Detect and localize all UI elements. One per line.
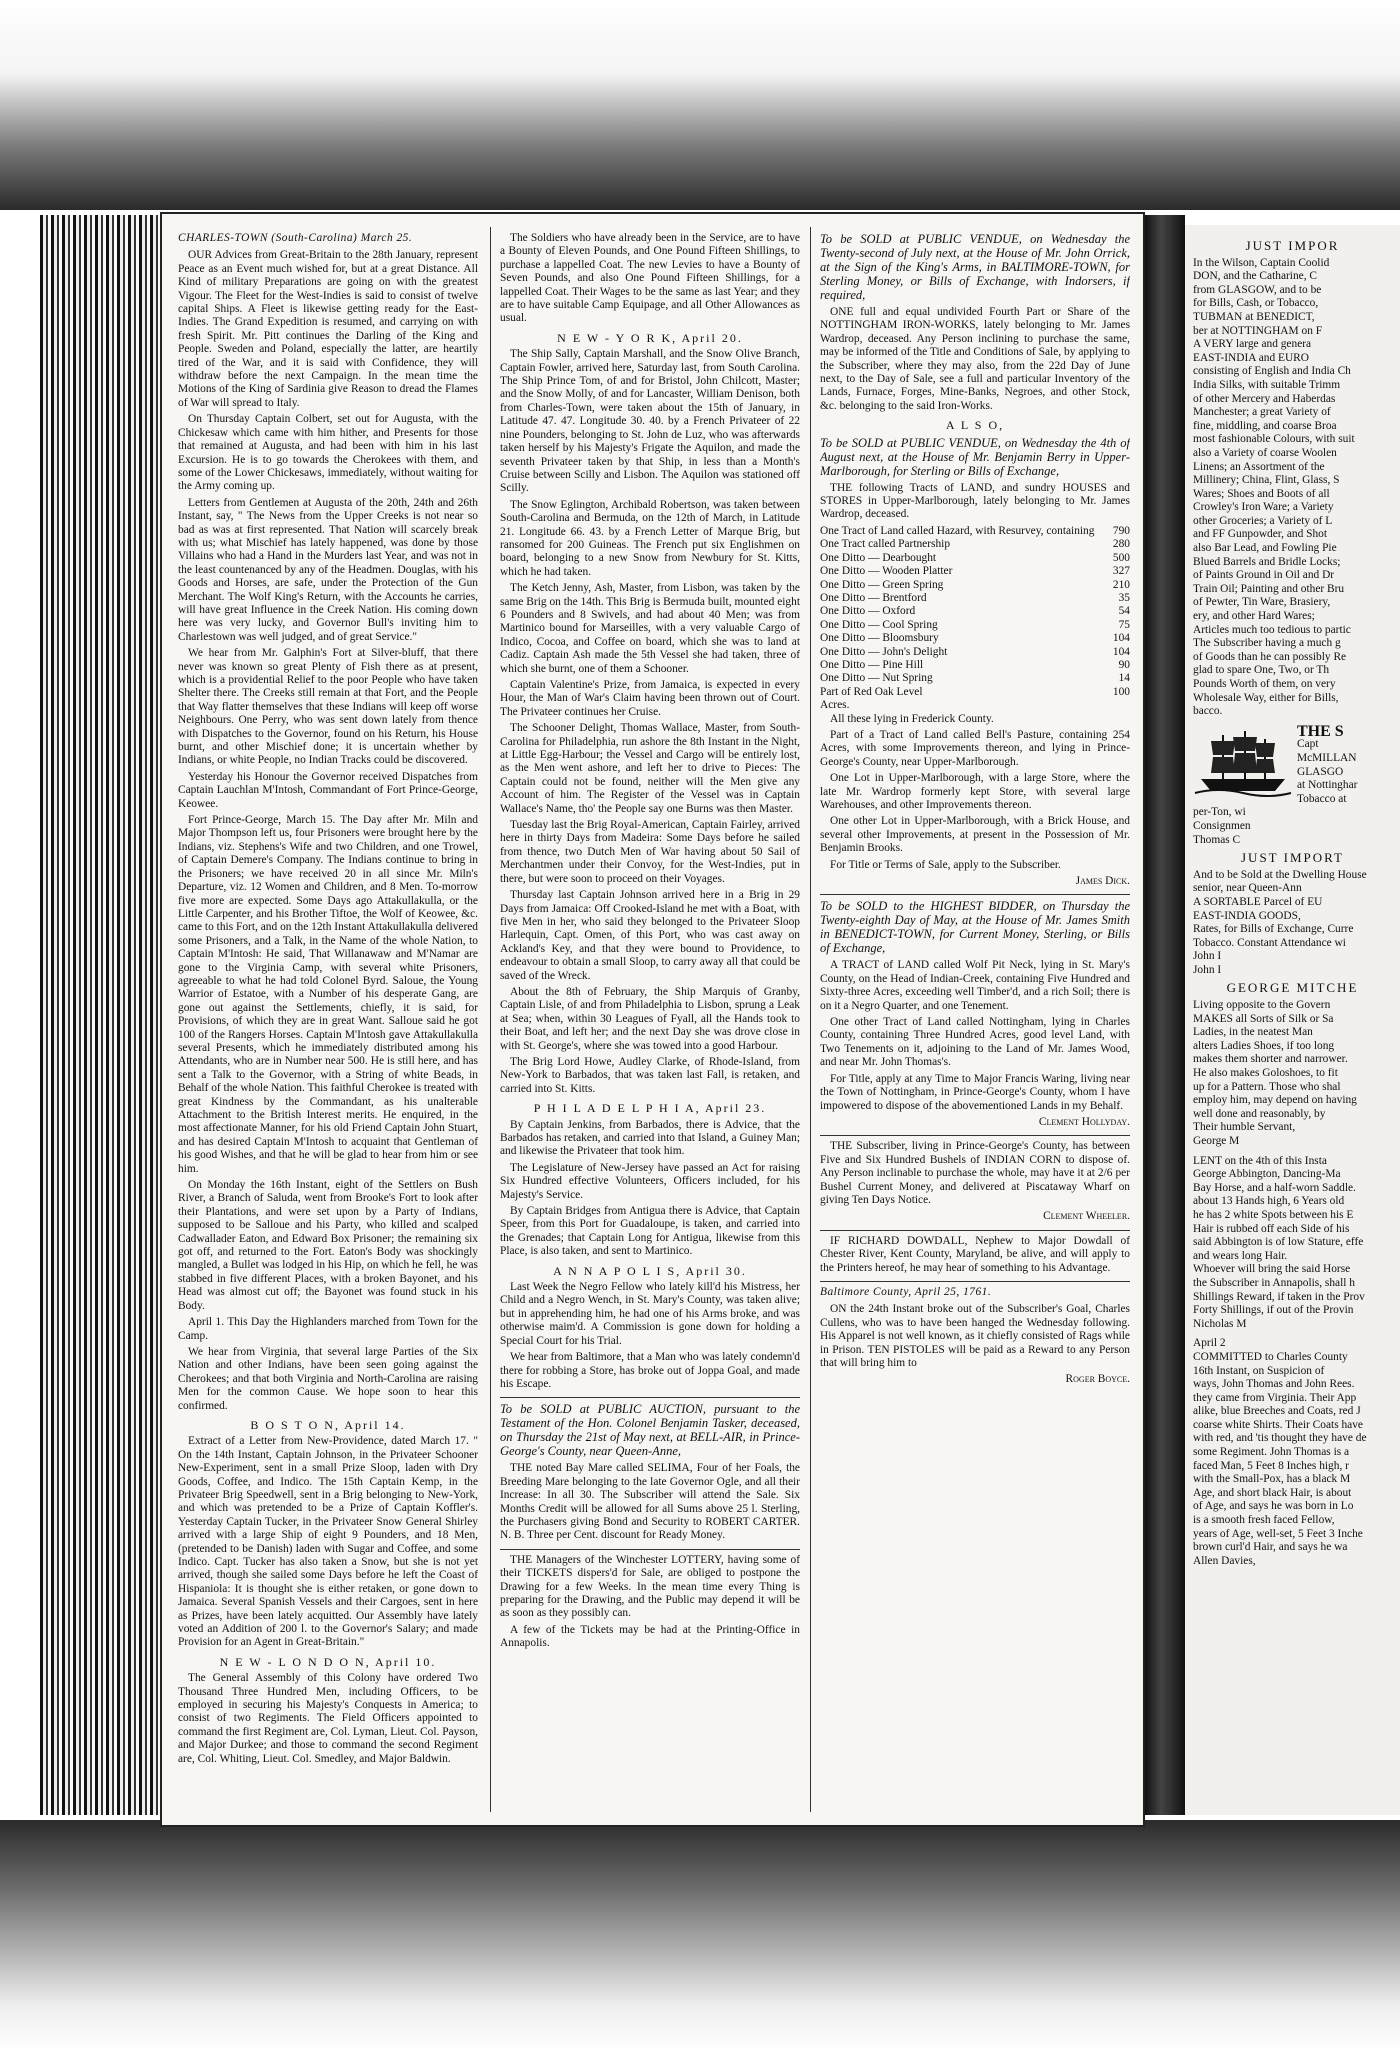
text-line: senior, near Queen-Ann (1193, 882, 1302, 895)
text-line: the Subscriber in Annapolis, shall h (1193, 1276, 1355, 1289)
text-line: Hair is rubbed off each Side of his (1193, 1222, 1350, 1235)
tract-acres: 500 (1112, 551, 1130, 564)
text-line: EAST-INDIA and EURO (1193, 351, 1310, 364)
tract-row (820, 538, 1130, 551)
text-line: Forty Shillings, if out of the Provin (1193, 1304, 1354, 1317)
tract-label: One Ditto — Bloomsbury (820, 632, 939, 645)
news-paragraph: Fort Prince-George, March 15. The Day after Mr. Miln and Major Thompson left us, four Prisoners were brought here by the Indians, viz. Stephens's Wife and two Children, and one Trowel, of Captain Demere's Company. The Indians continue to bring in the Prisoners; we have received 20 in all since Mr. Miln's Departure, viz. 12 Women and Children, and 8 Men. To-morrow five more are expected. Some Days ago Attakullakulla, or the Little Carpenter, and his Brother Tiftoe, the Wolf of Keowee, &c. came to this Fort, and on the 12th Instant Attakullakulla delivered some Prisoners, and a Talk, in the Name of the whole Nation, to Captain M'Intosh: He said, That Willanawaw and M'Namar are gone to the Virginia Camp, with several white Prisoners, agreeable to what he had told Colonel Byrd. Saloue, the Young Warrior of Estatoe, with a Number of his desperate Gang, are gone out against the Settlements, chiefly, it is said, for Provisions, of which they are in great Want. Salloue said he got 100 of the Rangers Horses. Captain M'Intosh gave Attakullakulla several Presents, which he immediately distributed among his Attendants, who are in Number near 500. He is still here, and has sent a Talk to the Governor, with a String of white Beads, in Behalf of the whole Nation. This faithful Cherokee is treated with great Kindness by the Commandant, as his unalterable Attachment to the British Interest merits. He enquired, in the most affectionate Manner, for his old Friend Captain John Stuart, and has desired Captain M'Intosh to acquaint that Gentleman of his good Wishes, and that he will be glad to hear from him or see him. (178, 814, 478, 1175)
text-line: other Groceries; a Variety of L (1193, 514, 1333, 527)
text-line: Linens; an Assortment of the (1193, 460, 1325, 473)
facing-lines-4 (1193, 1155, 1392, 1332)
tract-acres: 14 (1118, 672, 1130, 685)
text-line: COMMITTED to Charles County (1193, 1350, 1348, 1363)
text-line: ery, and other Hard Wares; (1193, 610, 1315, 623)
text-line: John I (1193, 963, 1222, 976)
tract-label: One Ditto — Oxford (820, 605, 916, 618)
text-line: at Nottinghar (1297, 779, 1358, 792)
facing-lines-3 (1193, 999, 1392, 1149)
text-line: of Goods than he can possibly Re (1193, 650, 1347, 663)
dateline-charles-town: CHARLES-TOWN (South-Carolina) March 25. (178, 232, 413, 244)
text-line: John I (1193, 950, 1222, 963)
text-line: George Abbington, Dancing-Ma (1193, 1168, 1341, 1181)
acres-unit-label: Acres. (820, 699, 850, 712)
text-line: Articles much too tedious to partic (1193, 623, 1351, 636)
tract-row (820, 672, 1130, 685)
text-line: Living opposite to the Govern (1193, 999, 1331, 1012)
text-line: ways, John Thomas and John Rees. (1193, 1378, 1355, 1391)
text-line: they came from Virginia. Their App (1193, 1391, 1357, 1404)
advertisement-nottingham-ironworks (820, 232, 1130, 413)
ad-body: All these lying in Frederick County. (830, 712, 994, 725)
text-line: about 13 Hands high, 6 Years old (1193, 1195, 1345, 1208)
tract-acres: 280 (1112, 538, 1130, 551)
tract-row (820, 659, 1130, 672)
text-line: TUBMAN at BENEDICT, (1193, 310, 1315, 323)
text-line: also Bar Lead, and Fowling Pie (1193, 542, 1337, 555)
tract-label: One Tract of Land called Hazard, with Resurvey, containing (820, 524, 1095, 537)
news-paragraph: Yesterday his Honour the Governor received Dispatches from Captain Lauchlan M'Intosh, Commandant of Fort Prince-George, Keowee. (178, 770, 478, 810)
ad-body: THE Subscriber, living in Prince-George's County, has between Five and Six Hundred Bushels of INDIAN CORN to dispose of. Any Person inclinable to purchase the whole, may have it at 2/6 per Bushel Current Money, and delivered at Piscataway Wharf on giving Ten Days Notice. (820, 1140, 1130, 1206)
caption-philadelphia: P H I L A D E L P H I A, April 23. (533, 1101, 767, 1116)
text-line: Shillings Reward, if taken in the Prov (1193, 1290, 1365, 1303)
tract-acres: 54 (1118, 605, 1130, 618)
news-paragraph: Thursday last Captain Johnson arrived here in a Brig in 29 Days from Jamaica: Off Crooked-Island he met with a Boat, with five Men in her, who said they belonged to the Privateer Sloop Harlequin, Capt. Omen, of this Port, who was cast away on Ackland's Key, and that they were bound to Providence, to endeavour to obtain a small Sloop, to carry away all that could be saved of the Wreck. (500, 889, 800, 982)
text-line: Train Oil; Painting and other Bru (1193, 582, 1345, 595)
text-line: of Paints Ground in Oil and Dr (1193, 569, 1335, 582)
ad-body: A few of the Tickets may be had at the Printing-Office in Annapolis. (500, 1623, 800, 1650)
text-line: and FF Gunpowder, and Shot (1193, 528, 1328, 541)
news-paragraph: Last Week the Negro Fellow who lately kill'd his Mistress, her Child and a Negro Wench, in St. Mary's County, was taken alive; but in apprehending him, he had one of his Arms broke, and was otherwise maim'd. A Commission is gone down for holding a Special Court for his Trial. (500, 1281, 800, 1347)
text-line: And to be Sold at the Dwelling House (1193, 868, 1367, 881)
tract-row (820, 525, 1130, 538)
tract-label: One Ditto — John's Delight (820, 645, 948, 658)
text-line: and wears long Hair. (1193, 1249, 1288, 1262)
scanner-background-top (0, 0, 1400, 210)
ad-body: A TRACT of LAND called Wolf Pit Neck, lying in St. Mary's County, on the Head of Indian-Creek, containing Five Hundred and Sixty-three Acres, exceeding well Timber'd, and a rich Soil; there is on it a Negro Quarter, and one Tenement. (820, 959, 1130, 1012)
ad-dateline: Baltimore County, April 25, 1761. (820, 1285, 992, 1298)
column-rule (490, 227, 491, 1812)
text-line: for Bills, Cash, or Tobacco, (1193, 297, 1319, 310)
text-line: Whoever will bring the said Horse (1193, 1263, 1351, 1276)
text-line: THE S (1297, 724, 1344, 740)
text-line: The Subscriber having a much g (1193, 637, 1341, 650)
text-line: Manchester; a great Variety of (1193, 406, 1331, 419)
text-line: DON, and the Catharine, C (1193, 270, 1318, 283)
tract-row (820, 565, 1130, 578)
tract-label: One Ditto — Cool Spring (820, 618, 938, 631)
column-3 (820, 232, 1130, 1807)
tract-label: Part of Red Oak Level (820, 685, 923, 698)
tract-acres: 104 (1112, 632, 1130, 645)
ad-body: Part of a Tract of Land called Bell's Pasture, containing 254 Acres, with some Improvements thereon, and lying in Prince-George's County, near Upper-Marlborough. (820, 728, 1130, 768)
text-line: In the Wilson, Captain Coolid (1193, 256, 1330, 269)
tract-acres: 790 (1112, 524, 1130, 537)
news-paragraph: By Captain Jenkins, from Barbados, there is Advice, that the Barbados has retaken, and carried into that Island, a Guiney Man; and likewise the Privateer that took him. (500, 1118, 800, 1158)
text-line: glad to spare One, Two, or Th (1193, 664, 1330, 677)
text-line: fine, middling, and coarse Broa (1193, 419, 1337, 432)
ship-icon (1193, 727, 1293, 797)
newspaper-page (160, 212, 1145, 1827)
ad-body: One Lot in Upper-Marlborough, with a large Store, where the late Mr. Wardrop formerly kept Store, with several large Warehouses, and other Improvements thereon. (820, 772, 1130, 811)
ad-body: ON the 24th Instant broke out of the Subscriber's Goal, Charles Cullens, who was to have been hanged the Wednesday following. His Apparel is not well known, as it chiefly consisted of Rags while in Prison. TEN PISTOLES will be paid as a Reward to any Person that will bring him to (820, 1303, 1130, 1369)
news-paragraph: The Schooner Delight, Thomas Wallace, Master, from South-Carolina for Philadelphia, run ashore the 8th Instant in the Night, at Little Egg-Harbour; the Vessel and Cargo will be entirely lost, as the Men went ashore, and left her to drive to Pieces: The Captain could not be found, neither will the Men give any Account of him. The Register of the Vessel was in Captain Wallace's Name, tho' the People say one Burns was then Master. (500, 722, 800, 815)
tract-label: One Ditto — Green Spring (820, 578, 944, 591)
ad-body: THE following Tracts of LAND, and sundry HOUSES and STORES in Upper-Marlborough, lately belonging to Mr. James Wardrop, deceased. (820, 481, 1130, 521)
book-gutter (1145, 215, 1185, 1815)
text-line: of Pewter, Tin Ware, Brasiery, (1193, 596, 1331, 609)
ad-heading: To be SOLD to the HIGHEST BIDDER, on Thursday the Twenty-eighth Day of May, at the House of Mr. James Smith in BENEDICT-TOWN, for Current Money, Sterling, or Bills of Exchange, (820, 899, 1130, 956)
news-paragraph: Extract of a Letter from New-Providence, dated March 17. " On the 14th Instant, Captain Johnson, in the Privateer Schooner New-Experiment, sent in a small Prize Sloop, laden with Dry Goods, Coffee, and Indico. The 15th Captain Kemp, in the Privateer Brig Speedwell, sent in a Brig belonging to New-York, and which was pretended to be a Prize of Captain Koffler's. Yesterday Captain Tucker, in the Privateer Snow General Shirley arrived with a large Ship of eight 9 Pounders, and 18 Men, (pretended to be Danish) laden with Sugar and Coffee, and some Indico. Capt. Tucker has also taken a Snow, but she is not yet arrived, though she sailed some Days before he left the Coast of Hispaniola: It is thought she is either retaken, or gone down to Jamaica. Several Spanish Vessels and their Cargoes, sent in here as Prizes, have been lately acquitted. Our Assembly have lately voted an Addition of 200 l. to the Governor's Salary; and made Provision for an Agent in Great-Britain." (178, 1435, 478, 1649)
text-line: April 2 (1193, 1337, 1226, 1350)
tract-label: One Ditto — Pine Hill (820, 658, 924, 671)
text-line: employ him, may depend on having (1193, 1094, 1357, 1107)
text-line: Crowley's Iron Ware; a Variety (1193, 501, 1334, 514)
news-paragraph: The Soldiers who have already been in the Service, are to have a Bounty of Eleven Pounds, and One Pound Fifteen Shillings, to purchase a lappelled Coat. The new Levies to have a Bounty of Seven Pounds, and also One Pound Fifteen Shillings, for a lappelled Coat. Their Wages to be the same as last Year; and they are to have suitable Camp Equipage, and all Other Allowances as usual. (500, 232, 800, 325)
ad-body: For Title or Terms of Sale, apply to the Subscriber. (830, 858, 1061, 871)
ad-signature: Clement Hollyday. (1038, 1115, 1130, 1128)
text-line: Age, and short black Hair, is about (1193, 1486, 1352, 1499)
text-line: George M (1193, 1135, 1240, 1147)
tract-row (820, 619, 1130, 632)
text-line: bacco. (1193, 705, 1223, 718)
text-line: A VERY large and genera (1193, 338, 1312, 351)
tract-acres: 210 (1112, 578, 1130, 591)
text-line: Millinery; China, Flint, Glass, S (1193, 474, 1340, 487)
text-line: Nicholas M (1193, 1317, 1247, 1330)
text-line: said Abbington is of low Stature, effe (1193, 1236, 1364, 1249)
tract-row (820, 632, 1130, 645)
ad-body: One other Lot in Upper-Marlborough, with a Brick House, and several other Improvements, at present in the Possession of Mr. Benjamin Brooks. (820, 815, 1130, 855)
text-line: He also makes Goloshoes, to fit (1193, 1067, 1338, 1080)
advertisement-winchester-lottery (500, 1549, 800, 1651)
facing-heading: JUST IMPOR (1245, 238, 1340, 253)
text-line: makes them shorter and narrower. (1193, 1053, 1348, 1066)
news-paragraph: OUR Advices from Great-Britain to the 28th January, represent Peace as an Event much wished for, but at a great Distance. All Kind of military Preparations are going on with the greatest Vigour. The Fleet for the West-Indies is said to consist of twelve capital Ships. A Fleet is likewise getting ready for the East-Indies. The Grand Expedition is resumed, and carrying on with fresh Spirit. Mr. Pitt continues the Darling of the King and People. Sweden and Poland, especially the latter, are heartily tired of the War, and it is said with Confidence, they will withdraw before the next Campaign. In the mean time the Motions of the King of Sardinia give Reason to dread the Flames of War will spread to Italy. (178, 249, 478, 409)
tract-label: One Ditto — Brentford (820, 591, 927, 604)
text-line: consisting of English and India Ch (1193, 365, 1351, 378)
column-2 (500, 232, 800, 1807)
advertisement-wolf-pit-neck (820, 894, 1130, 1129)
tract-acres: 75 (1118, 618, 1130, 631)
ad-body: THE noted Bay Mare called SELIMA, Four of her Foals, the Breeding Mare belonging to the late Governor Ogle, and all their Increase: In all 30. The Subscriber will attend the Sale. Six Months Credit will be allowed for all Sums above 25 l. Sterling, the Purchasers giving Bond and Security to ROBERT CARTER. N. B. Three per Cent. discount for Ready Money. (500, 1462, 800, 1542)
column-rule (810, 227, 811, 1812)
news-paragraph: On Monday the 16th Instant, eight of the Settlers on Bush River, a Branch of Saluda, went from Brooke's Fort to look after their Plantations, and were set upon by a Party of Indians, supposed to be Salloue and his Party, who killed and scalped Cadwallader Eaton, and Edward Box Prisoner; the remaining six got off, and returned to the Fort. Eaton's Body was shockingly mangled, a Bullet was lodged in his Hip, on which he fell, he was stabbed in five different Places, with a broken Bayonet, and his Head was almost cut off; the Bayonet was found stuck in his Body. (178, 1179, 478, 1312)
scanner-background-bottom (0, 1820, 1400, 2052)
facing-lines-2 (1193, 869, 1392, 978)
text-line: Rates, for Bills of Exchange, Curre (1193, 923, 1354, 936)
ad-heading: To be SOLD at PUBLIC VENDUE, on Wednesday the Twenty-second of July next, at the House of Mr. John Orrick, at the Sign of the King's Arms, in BALTIMORE-TOWN, for Sterling Money, or Bills of Exchange, with Indorsers, if required, (820, 232, 1130, 302)
news-paragraph: By Captain Bridges from Antigua there is Advice, that Captain Speer, from this Port for Guadaloupe, is taken, and carried into the Grenades; that Captain Long for Antigua, likewise from this Place, is also taken, and sent to Martinico. (500, 1205, 800, 1258)
text-line: faced Man, 5 Feet 8 Inches high, r (1193, 1459, 1349, 1472)
tract-label: One Ditto — Nut Spring (820, 672, 933, 685)
tract-label: One Tract called Partnership (820, 538, 951, 551)
text-line: alters Ladies Shoes, if too long (1193, 1039, 1335, 1052)
tract-acres: 90 (1118, 658, 1130, 671)
text-line: ber at NOTTINGHAM on F (1193, 324, 1323, 337)
text-line: Ladies, in the neatest Man (1193, 1026, 1313, 1039)
text-line: MAKES all Sorts of Silk or Sa (1193, 1012, 1334, 1025)
ad-body: One other Tract of Land called Nottingham, lying in Charles County, containing Three Hundred Acres, good level Land, with Two Tenements on it, adjoining to the Land of Mr. James Wood, and near Mr. John Thomas's. (820, 1016, 1130, 1069)
tract-row (820, 699, 1130, 712)
advertisement-wardrop-lands (820, 436, 1130, 889)
book-binding-edge (40, 215, 160, 1815)
facing-lines-1 (1193, 257, 1392, 719)
text-line: Tobacco at (1297, 792, 1347, 805)
ship-advertisement (1193, 725, 1392, 847)
news-paragraph: Letters from Gentlemen at Augusta of the 20th, 24th and 26th Instant, say, " The News from the Upper Creeks is not near so bad as was at first represented. That Nation will scarcely break with us; what Mischief has lately happened, was done by those Villains who had a Hand in the Murders last Year, and was not in the least countenanced by any of the Headmen. Douglas, with his Goods and Horses, are safe, under the Protection of the Gun Merchant. The Wolf King's Return, with the Accounts he carries, will have great Influence in the Creek Nation. His coming down here was very lucky, and Governor Bull's inviting him to Charlestown was well judged, and of great Service." (178, 496, 478, 643)
caption-annapolis: A N N A P O L I S, April 30. (553, 1263, 747, 1278)
text-line: Thomas C (1193, 833, 1241, 846)
text-line: Wares; Shoes and Boots of all (1193, 487, 1330, 500)
text-line: Their humble Servant, (1193, 1121, 1296, 1134)
text-line: Capt (1297, 738, 1319, 751)
ad-body: IF RICHARD DOWDALL, Nephew to Major Dowdall of Chester River, Kent County, Maryland, be alive, and will apply to the Printers hereof, he may hear of something to his Advantage. (820, 1234, 1130, 1274)
tract-acres: 327 (1112, 565, 1130, 578)
text-line: of other Mercery and Haberdas (1193, 392, 1336, 405)
news-paragraph: The Legislature of New-Jersey have passed an Act for raising Six Hundred effective Volunteers, Officers included, for his Majesty's Service. (500, 1161, 800, 1201)
ad-body: THE Managers of the Winchester LOTTERY, having some of their TICKETS dispers'd for Sale, are obliged to postpone the Drawing for a few Weeks. In the mean time every Thing is preparing for the Drawing, and the Public may depend it will be as soon as they possibly can. (500, 1553, 800, 1620)
news-paragraph: The General Assembly of this Colony have ordered Two Thousand Three Hundred Men, including Officers, to be employed in securing his Majesty's Conquests in America; to consist of two Regiments. The Field Officers appointed to command the first Regiment are, Col. Lyman, Lieut. Col. Payson, and Major Durkee; and those to command the second Regiment are, Col. Whiting, Lieut. Col. Smedley, and Major Baldwin. (178, 1672, 478, 1765)
facing-lines-5 (1193, 1337, 1392, 1568)
tract-row (820, 646, 1130, 659)
news-paragraph: About the 8th of February, the Ship Marquis of Granby, Captain Lisle, of and from Philadelphia to Lisbon, sprung a Leak at Sea; when, within 30 Leagues of Fyall, all the Hands took to their Boat, and left her; and the next Day she was drove close in with St. George's, where she was towed into a good Harbour. (500, 985, 800, 1052)
caption-new-york: N E W - Y O R K, April 20. (557, 330, 743, 345)
news-paragraph: The Ship Sally, Captain Marshall, and the Snow Olive Branch, Captain Fowler, arrived here, Saturday last, from South Carolina. The Ship Prince Tom, of and for Bristol, John Chilcott, Master; and the Snow Molly, of and for Lancaster, William Denison, both from Charles-Town, were taken about the 15th of January, in Latitude 47. 47. Longitude 30. 40. by a French Privateer of 22 nine Pounders, belonging to St. John de Luz, who was afterwards taken herself by his Majesty's Frigate the Aquilon, and made the seventh Privateer taken by that Ship, in less than a Month's Cruise between Scilly and Lisbon. The Aquilon was stationed off Scilly. (500, 348, 800, 495)
tract-label: One Ditto — Wooden Platter (820, 565, 953, 578)
text-line: with the Small-Pox, has a black M (1193, 1473, 1351, 1486)
text-line: India Silks, with suitable Trimm (1193, 378, 1341, 391)
tract-label: One Ditto — Dearbought (820, 551, 937, 564)
news-paragraph: The Ketch Jenny, Ash, Master, from Lisbon, was taken by the same Brig on the 14th. This Brig is Bermuda built, mounted eight 6 Pounders and 8 Swivels, and had about 40 Men; was from Martinico bound for Marseilles, with a very valuable Cargo of Indico, Cocoa, and Coffee on board, which she was to land at Cadiz. Captain Ash made the 5th Vessel she had taken, three of which she burnt, one of them a Schooner. (500, 582, 800, 675)
ad-heading: To be SOLD at PUBLIC VENDUE, on Wednesday the 4th of August next, at the House of Mr. Benjamin Berry in Upper-Marlborough, for Sterling or Bills of Exchange, (820, 435, 1130, 478)
text-line: Pounds Worth of them, on very (1193, 678, 1336, 690)
news-paragraph: We hear from Virginia, that several large Parties of the Six Nation and other Indians, have been seen going against the Cherokees; and that both Virginia and North-Carolina are raising Men for the common Cause. We hope soon to hear this confirmed. (178, 1345, 478, 1412)
text-line: A SORTABLE Parcel of EU (1193, 895, 1323, 908)
tracts-table (820, 525, 1130, 713)
text-line: 16th Instant, on Suspicion of (1193, 1364, 1325, 1377)
facing-heading: GEORGE MITCHE (1226, 980, 1359, 996)
tract-row (820, 592, 1130, 605)
text-line: also a Variety of coarse Woolen (1193, 446, 1337, 459)
tract-acres: 35 (1118, 591, 1130, 604)
text-line: with red, and 'tis thought they have de (1193, 1432, 1367, 1445)
news-paragraph: April 1. This Day the Highlanders marched from Town for the Camp. (178, 1316, 478, 1342)
text-line: alike, blue Breeches and Coats, red J (1193, 1405, 1361, 1418)
tract-acres: 104 (1112, 645, 1130, 658)
news-paragraph: We hear from Mr. Galphin's Fort at Silver-bluff, that there never was known so great Plenty of Fish there as at present, which is a providential Relief to the poor People who have taken Shelter there. The Creeks still remain at that Fort, and the People that Way flatter themselves that these Indians will keep off worse Neighbours. One Perry, who was sent down lately from thence with Dispatches to the Governor, found on his Return, his House burnt, and other Mischief done; it is uncertain whether by Indians, or white People, no Indian Tracks could be discovered. (178, 647, 478, 767)
text-line: Consignmen (1193, 819, 1251, 832)
news-paragraph: On Thursday Captain Colbert, set out for Augusta, with the Chickesaw which came with him hither, and Presents for those that remained at Augusta, and had been with him in his last Excursion. He is to go towards the Cherokees with them, and some of the Lower Chickesaws, immediately, without waiting for the Army coming up. (178, 413, 478, 493)
advertisement-escaped-prisoner (820, 1281, 1130, 1387)
caption-also: A L S O, (945, 418, 1005, 433)
text-line: most fashionable Colours, with suit (1193, 433, 1355, 446)
text-line: well done and reasonably, by (1193, 1107, 1326, 1120)
text-line: Allen Davies, (1193, 1554, 1256, 1567)
caption-boston: B O S T O N, April 14. (250, 1417, 406, 1432)
tract-row (820, 552, 1130, 565)
news-paragraph: Tuesday last the Brig Royal-American, Captain Fairley, arrived here in thirty Days from Madeira: Some Days before he sailed from thence, two Dutch Men of War having about 50 Sail of Merchantmen under their Convoy, for the West-Indies, put in there, but were soon to proceed on their Voyages. (500, 819, 800, 885)
text-line: some Regiment. John Thomas is a (1193, 1446, 1350, 1459)
text-line: brown curl'd Hair, and says he wa (1193, 1541, 1348, 1554)
advertisement-indian-corn (820, 1135, 1130, 1223)
text-line: McMILLAN (1297, 751, 1357, 764)
column-1 (178, 232, 478, 1807)
text-line: LENT on the 4th of this Insta (1193, 1154, 1327, 1167)
text-line: from GLASGOW, and to be (1193, 283, 1322, 296)
advertisement-selima-auction (500, 1397, 800, 1542)
facing-page (1185, 225, 1400, 1815)
text-line: Bay Horse, and a half-worn Saddle. (1193, 1181, 1356, 1194)
news-paragraph: The Brig Lord Howe, Audley Clarke, of Rhode-Island, from New-York to Barbados, that was taken last Fall, is retaken, and carried into St. Kitts. (500, 1055, 800, 1095)
text-line: GLASGO (1297, 765, 1344, 778)
tract-row (820, 605, 1130, 618)
text-line: up for a Pattern. Those who shal (1193, 1080, 1341, 1093)
text-line: of Age, and says he was born in Lo (1193, 1500, 1354, 1513)
ad-signature: Roger Boyce. (1065, 1373, 1130, 1386)
text-line: EAST-INDIA GOODS, (1193, 909, 1301, 922)
text-line: Tobacco. Constant Attendance wi (1193, 936, 1346, 949)
ad-signature: James Dick. (1075, 875, 1130, 888)
tract-row (820, 579, 1130, 592)
text-line: coarse white Shirts. Their Coats have (1193, 1418, 1363, 1431)
text-line: is a smooth fresh faced Fellow, (1193, 1514, 1335, 1527)
text-line: Blued Barrels and Bridle Locks; (1193, 555, 1341, 568)
news-paragraph: Captain Valentine's Prize, from Jamaica, is expected in every Hour, the Man of War's Claim having been thrown out of Court. The Privateer continues her Cruise. (500, 679, 800, 718)
text-line: per-Ton, wi (1193, 806, 1246, 819)
ad-body: ONE full and equal undivided Fourth Part or Share of the NOTTINGHAM IRON-WORKS, lately belonging to Mr. James Wardrop, deceased. Any Person inclining to purchase the same, may be informed of the Title and Conditions of Sale, by applying to the Subscriber, where they may also, from the 22d Day of June next, to the Day of Sale, see a full and particular Inventory of the Lands, Furnace, Forges, Mine-Banks, Negroes, and other Stock, &c. belonging to the said Iron-Works. (820, 306, 1130, 412)
caption-new-london: N E W - L O N D O N, April 10. (219, 1654, 437, 1669)
tract-row (820, 686, 1130, 699)
facing-heading: JUST IMPORT (1241, 850, 1344, 866)
text-line: years of Age, well-set, 5 Feet 3 Inche (1193, 1527, 1363, 1540)
news-paragraph: The Snow Eglington, Archibald Robertson, was taken between South-Carolina and Bermuda, on the 12th of March, in Latitude 21. Longitude 66. 43. by a French Letter of Marque Brig, but ransomed for 200 Guineas. The French put six Englishmen on board, belonging to a new Snow from Newbury for St. Kitts, which he had taken. (500, 498, 800, 578)
ad-heading: To be SOLD at PUBLIC AUCTION, pursuant to the Testament of the Hon. Colonel Benjamin Tasker, deceased, on Thursday the 21st of May next, at BELL-AIR, in Prince-George's County, near Queen-Anne, (500, 1402, 800, 1459)
news-paragraph: We hear from Baltimore, that a Man who was lately condemn'd there for robbing a Store, has broke out of Joppa Goal, and made his Escape. (500, 1351, 800, 1390)
advertisement-richard-dowdall (820, 1230, 1130, 1275)
text-line: Wholesale Way, either for Bills, (1193, 691, 1339, 704)
text-line: he has 2 white Spots between his E (1193, 1208, 1354, 1221)
tract-acres: 100 (1112, 685, 1130, 698)
ad-body: For Title, apply at any Time to Major Francis Waring, living near the Town of Nottingham, in Prince-George's County, whom I have impowered to dispose of the abovementioned Lands in my Behalf. (820, 1072, 1130, 1112)
ad-signature: Clement Wheeler. (1043, 1210, 1130, 1223)
